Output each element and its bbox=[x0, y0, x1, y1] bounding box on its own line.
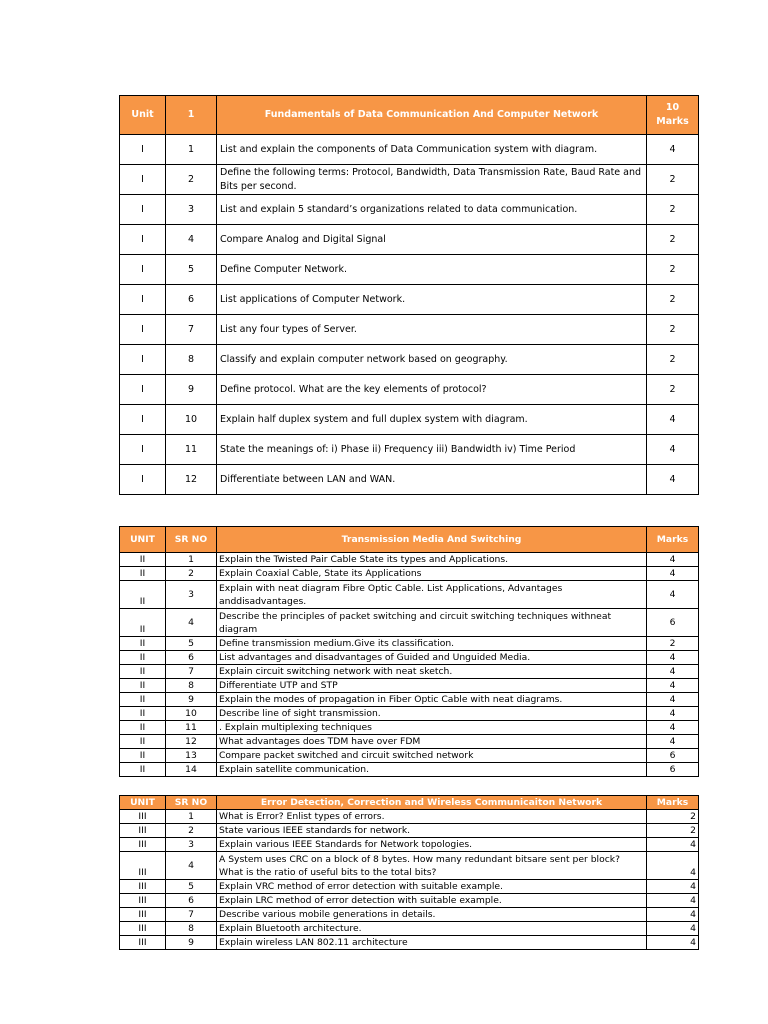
table-row bbox=[120, 435, 699, 465]
table-row bbox=[120, 165, 699, 195]
sr-no-cell: 3 bbox=[166, 581, 217, 609]
table-header-row bbox=[120, 527, 699, 553]
marks-cell: 2 bbox=[647, 810, 699, 824]
marks-cell: 4 bbox=[647, 894, 699, 908]
question-cell: Describe line of sight transmission. bbox=[217, 707, 647, 721]
sr-no-cell: 5 bbox=[166, 255, 217, 285]
marks-cell: 4 bbox=[647, 135, 699, 165]
marks-cell: 4 bbox=[647, 721, 699, 735]
question-cell: Explain VRC method of error detection with suitable example. bbox=[217, 880, 647, 894]
unit2-question-table bbox=[119, 526, 699, 777]
marks-cell: 2 bbox=[647, 255, 699, 285]
unit-cell: III bbox=[120, 894, 166, 908]
sr-no-cell: 4 bbox=[166, 852, 217, 880]
question-cell: State the meanings of: i) Phase ii) Frequency iii) Bandwidth iv) Time Period bbox=[217, 435, 647, 465]
marks-cell: 4 bbox=[647, 679, 699, 693]
marks-cell: 2 bbox=[647, 375, 699, 405]
table-row bbox=[120, 405, 699, 435]
sr-no-cell: 14 bbox=[166, 763, 217, 777]
table-row bbox=[120, 852, 699, 880]
sr-no-cell: 8 bbox=[166, 679, 217, 693]
sr-no-cell: 2 bbox=[166, 165, 217, 195]
unit-cell: I bbox=[120, 165, 166, 195]
unit-cell: III bbox=[120, 922, 166, 936]
unit-cell: III bbox=[120, 838, 166, 852]
header-title: Error Detection, Correction and Wireless Communicaiton Network bbox=[217, 796, 647, 810]
marks-cell: 2 bbox=[647, 165, 699, 195]
table-row bbox=[120, 749, 699, 763]
sr-no-cell: 11 bbox=[166, 435, 217, 465]
question-cell: Explain satellite communication. bbox=[217, 763, 647, 777]
table-row bbox=[120, 763, 699, 777]
table-row bbox=[120, 880, 699, 894]
header-sr-no: SR NO bbox=[166, 527, 217, 553]
table-row bbox=[120, 553, 699, 567]
table-row bbox=[120, 735, 699, 749]
header-title: Fundamentals of Data Communication And Computer Network bbox=[217, 96, 647, 135]
question-cell: Define protocol. What are the key elements of protocol? bbox=[217, 375, 647, 405]
question-cell: Define transmission medium.Give its classification. bbox=[217, 637, 647, 651]
header-unit: UNIT bbox=[120, 796, 166, 810]
sr-no-cell: 11 bbox=[166, 721, 217, 735]
table-row bbox=[120, 838, 699, 852]
sr-no-cell: 7 bbox=[166, 908, 217, 922]
question-cell: . Explain multiplexing techniques bbox=[217, 721, 647, 735]
unit-cell: I bbox=[120, 135, 166, 165]
unit-cell: I bbox=[120, 195, 166, 225]
sr-no-cell: 1 bbox=[166, 553, 217, 567]
table-row bbox=[120, 195, 699, 225]
unit-cell: I bbox=[120, 315, 166, 345]
sr-no-cell: 6 bbox=[166, 285, 217, 315]
marks-cell: 2 bbox=[647, 225, 699, 255]
table-row bbox=[120, 135, 699, 165]
table-row bbox=[120, 679, 699, 693]
header-unit: UNIT bbox=[120, 527, 166, 553]
question-cell: What is Error? Enlist types of errors. bbox=[217, 810, 647, 824]
marks-cell: 4 bbox=[647, 707, 699, 721]
unit-cell: III bbox=[120, 880, 166, 894]
unit-cell: I bbox=[120, 255, 166, 285]
marks-cell: 4 bbox=[647, 880, 699, 894]
unit-cell: II bbox=[120, 665, 166, 679]
sr-no-cell: 12 bbox=[166, 735, 217, 749]
sr-no-cell: 8 bbox=[166, 345, 217, 375]
marks-cell: 4 bbox=[647, 936, 699, 950]
question-cell: State various IEEE standards for network. bbox=[217, 824, 647, 838]
marks-cell: 4 bbox=[647, 651, 699, 665]
question-cell: Explain the modes of propagation in Fiber Optic Cable with neat diagrams. bbox=[217, 693, 647, 707]
table-row bbox=[120, 315, 699, 345]
table-row bbox=[120, 693, 699, 707]
unit-cell: III bbox=[120, 824, 166, 838]
sr-no-cell: 12 bbox=[166, 465, 217, 495]
marks-cell: 4 bbox=[647, 693, 699, 707]
table-row bbox=[120, 707, 699, 721]
question-cell: Explain Coaxial Cable, State its Applications bbox=[217, 567, 647, 581]
unit-cell: II bbox=[120, 651, 166, 665]
unit-cell: I bbox=[120, 405, 166, 435]
unit-cell: II bbox=[120, 679, 166, 693]
unit-cell: II bbox=[120, 553, 166, 567]
unit-cell: II bbox=[120, 567, 166, 581]
question-cell: Explain half duplex system and full duplex system with diagram. bbox=[217, 405, 647, 435]
question-cell: Describe the principles of packet switching and circuit switching techniques withneat diagram bbox=[217, 609, 647, 637]
unit-cell: III bbox=[120, 936, 166, 950]
unit-cell: II bbox=[120, 749, 166, 763]
sr-no-cell: 9 bbox=[166, 936, 217, 950]
header-marks: Marks bbox=[647, 527, 699, 553]
unit-cell: II bbox=[120, 735, 166, 749]
question-cell: A System uses CRC on a block of 8 bytes. How many redundant bitsare sent per block?What is the ratio of useful bits to the total bits? bbox=[217, 852, 647, 880]
table-row bbox=[120, 567, 699, 581]
sr-no-cell: 5 bbox=[166, 637, 217, 651]
table-row bbox=[120, 255, 699, 285]
header-unit-number: 1 bbox=[166, 96, 217, 135]
sr-no-cell: 9 bbox=[166, 375, 217, 405]
table-row bbox=[120, 225, 699, 255]
question-cell: Explain wireless LAN 802.11 architecture bbox=[217, 936, 647, 950]
sr-no-cell: 2 bbox=[166, 567, 217, 581]
sr-no-cell: 3 bbox=[166, 195, 217, 225]
sr-no-cell: 9 bbox=[166, 693, 217, 707]
unit-cell: II bbox=[120, 581, 166, 609]
marks-cell: 4 bbox=[647, 908, 699, 922]
unit-cell: II bbox=[120, 609, 166, 637]
sr-no-cell: 7 bbox=[166, 315, 217, 345]
sr-no-cell: 5 bbox=[166, 880, 217, 894]
sr-no-cell: 8 bbox=[166, 922, 217, 936]
unit1-question-table bbox=[119, 95, 699, 495]
marks-cell: 4 bbox=[647, 567, 699, 581]
unit-cell: III bbox=[120, 810, 166, 824]
table-row bbox=[120, 908, 699, 922]
table-row bbox=[120, 810, 699, 824]
question-cell: Differentiate between LAN and WAN. bbox=[217, 465, 647, 495]
sr-no-cell: 4 bbox=[166, 609, 217, 637]
question-cell: Define the following terms: Protocol, Bandwidth, Data Transmission Rate, Baud Rate and Bits per second. bbox=[217, 165, 647, 195]
sr-no-cell: 1 bbox=[166, 135, 217, 165]
header-sr-no: SR NO bbox=[166, 796, 217, 810]
unit-cell: II bbox=[120, 693, 166, 707]
marks-cell: 4 bbox=[647, 838, 699, 852]
marks-cell: 4 bbox=[647, 553, 699, 567]
sr-no-cell: 3 bbox=[166, 838, 217, 852]
question-cell: List applications of Computer Network. bbox=[217, 285, 647, 315]
unit-cell: II bbox=[120, 721, 166, 735]
marks-cell: 2 bbox=[647, 824, 699, 838]
header-marks: 10 Marks bbox=[647, 96, 699, 135]
sr-no-cell: 6 bbox=[166, 651, 217, 665]
unit-cell: I bbox=[120, 225, 166, 255]
marks-cell: 6 bbox=[647, 763, 699, 777]
sr-no-cell: 10 bbox=[166, 405, 217, 435]
sr-no-cell: 6 bbox=[166, 894, 217, 908]
table-header-row bbox=[120, 96, 699, 135]
table-row bbox=[120, 345, 699, 375]
table-row bbox=[120, 922, 699, 936]
question-cell: Differentiate UTP and STP bbox=[217, 679, 647, 693]
marks-cell: 4 bbox=[647, 665, 699, 679]
question-cell: List and explain the components of Data Communication system with diagram. bbox=[217, 135, 647, 165]
table-row bbox=[120, 465, 699, 495]
unit-cell: I bbox=[120, 375, 166, 405]
question-cell: What advantages does TDM have over FDM bbox=[217, 735, 647, 749]
sr-no-cell: 4 bbox=[166, 225, 217, 255]
question-cell: List advantages and disadvantages of Guided and Unguided Media. bbox=[217, 651, 647, 665]
table-row bbox=[120, 375, 699, 405]
question-cell: Compare packet switched and circuit switched network bbox=[217, 749, 647, 763]
marks-cell: 4 bbox=[647, 465, 699, 495]
unit-cell: II bbox=[120, 707, 166, 721]
marks-cell: 2 bbox=[647, 195, 699, 225]
marks-cell: 4 bbox=[647, 852, 699, 880]
marks-cell: 4 bbox=[647, 405, 699, 435]
unit3-question-table bbox=[119, 795, 699, 950]
question-cell: List any four types of Server. bbox=[217, 315, 647, 345]
question-cell: Compare Analog and Digital Signal bbox=[217, 225, 647, 255]
question-cell: Explain circuit switching network with neat sketch. bbox=[217, 665, 647, 679]
marks-cell: 2 bbox=[647, 315, 699, 345]
marks-cell: 6 bbox=[647, 749, 699, 763]
table-row bbox=[120, 824, 699, 838]
table-row bbox=[120, 894, 699, 908]
table-row bbox=[120, 936, 699, 950]
question-cell: List and explain 5 standard’s organizations related to data communication. bbox=[217, 195, 647, 225]
table-row bbox=[120, 665, 699, 679]
unit-cell: I bbox=[120, 465, 166, 495]
question-cell: Explain various IEEE Standards for Network topologies. bbox=[217, 838, 647, 852]
table-header-row bbox=[120, 796, 699, 810]
question-cell: Classify and explain computer network based on geography. bbox=[217, 345, 647, 375]
header-title: Transmission Media And Switching bbox=[217, 527, 647, 553]
header-unit: Unit bbox=[120, 96, 166, 135]
header-marks: Marks bbox=[647, 796, 699, 810]
marks-cell: 2 bbox=[647, 345, 699, 375]
unit-cell: III bbox=[120, 908, 166, 922]
sr-no-cell: 2 bbox=[166, 824, 217, 838]
unit-cell: II bbox=[120, 763, 166, 777]
marks-cell: 4 bbox=[647, 922, 699, 936]
unit-cell: III bbox=[120, 852, 166, 880]
table-row bbox=[120, 285, 699, 315]
table-row bbox=[120, 721, 699, 735]
sr-no-cell: 1 bbox=[166, 810, 217, 824]
sr-no-cell: 10 bbox=[166, 707, 217, 721]
unit-cell: I bbox=[120, 285, 166, 315]
question-cell: Define Computer Network. bbox=[217, 255, 647, 285]
marks-cell: 4 bbox=[647, 435, 699, 465]
question-cell: Explain with neat diagram Fibre Optic Cable. List Applications, Advantages anddisadvantages. bbox=[217, 581, 647, 609]
table-row bbox=[120, 609, 699, 637]
unit-cell: I bbox=[120, 435, 166, 465]
marks-cell: 4 bbox=[647, 735, 699, 749]
question-cell: Explain LRC method of error detection with suitable example. bbox=[217, 894, 647, 908]
question-cell: Explain Bluetooth architecture. bbox=[217, 922, 647, 936]
table-row bbox=[120, 581, 699, 609]
question-cell: Describe various mobile generations in details. bbox=[217, 908, 647, 922]
sr-no-cell: 7 bbox=[166, 665, 217, 679]
table-row bbox=[120, 637, 699, 651]
marks-cell: 2 bbox=[647, 637, 699, 651]
unit-cell: I bbox=[120, 345, 166, 375]
unit-cell: II bbox=[120, 637, 166, 651]
marks-cell: 6 bbox=[647, 609, 699, 637]
marks-cell: 2 bbox=[647, 285, 699, 315]
table-row bbox=[120, 651, 699, 665]
sr-no-cell: 13 bbox=[166, 749, 217, 763]
marks-cell: 4 bbox=[647, 581, 699, 609]
question-cell: Explain the Twisted Pair Cable State its types and Applications. bbox=[217, 553, 647, 567]
